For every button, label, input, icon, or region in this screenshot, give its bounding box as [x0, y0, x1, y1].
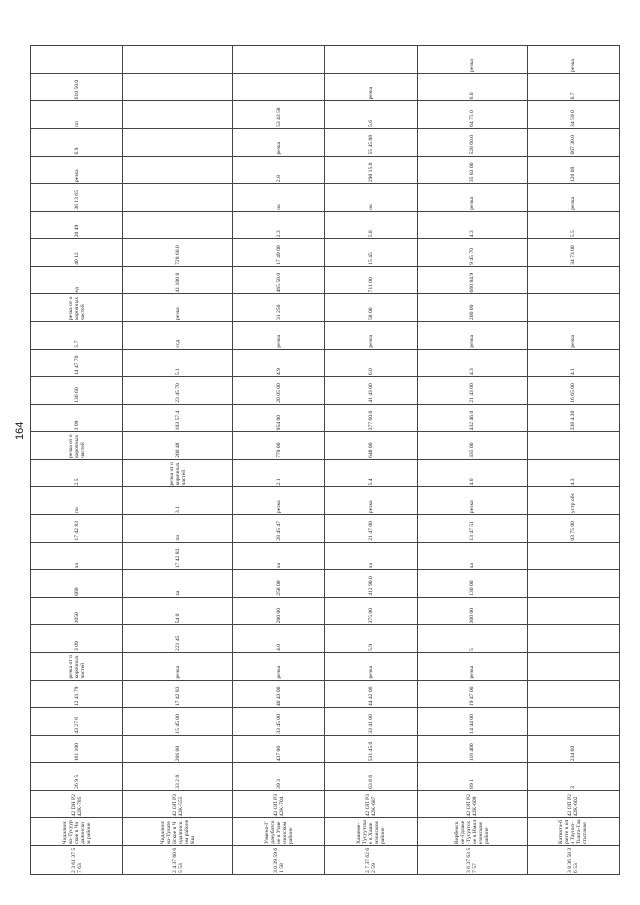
row-name-cell: Катинта-бранте в илз Тауниз-Тыкта-Гаастытанке [527, 818, 619, 846]
table-cell: 5.6 [325, 101, 417, 129]
table-cell: 770 00 [233, 432, 325, 460]
table-cell: резка от окорочных частей [123, 459, 233, 487]
table-cell [325, 46, 417, 74]
table-cell: 58 00 [325, 294, 417, 322]
table-cell: 15 45 [325, 239, 417, 267]
table-cell: 21 47 00 [325, 515, 417, 543]
table-cell: 118 400 [417, 735, 527, 763]
table-row [325, 46, 417, 875]
table-cell: резка от окорочных частей [31, 652, 123, 680]
table-cell: 63 8 6 [325, 763, 417, 791]
table-cell: 2.3 [233, 211, 325, 239]
table-cell: 19 47 00 [417, 680, 527, 708]
table-cell: резка [233, 487, 325, 515]
row-name-cell: Чидалинско-Тулатейское в Чидалинском районе Кш [123, 818, 233, 846]
table-cell: 660 84.9 [417, 266, 527, 294]
table-cell: 2.1 [233, 459, 325, 487]
table-cell: 35 83 00 [417, 156, 527, 184]
table-cell [527, 570, 619, 598]
table-cell: 4.3 [417, 349, 527, 377]
table-cell [527, 597, 619, 625]
table-cell: 5.9 [325, 625, 417, 653]
table-cell [527, 432, 619, 460]
row-code-cell: 42 ОП P3 42K-704 [233, 790, 325, 818]
table-cell: 17 49 00 [233, 239, 325, 267]
table-cell: ха [123, 570, 233, 598]
table-cell [527, 625, 619, 653]
table-cell: 33 45 00 [233, 708, 325, 736]
table-cell [527, 542, 619, 570]
table-cell [123, 184, 233, 212]
table-cell: 610 50.0 [31, 73, 123, 101]
table-cell: 21 43 00 [417, 377, 527, 405]
table-cell: 5.1 [123, 349, 233, 377]
table-cell: резка [325, 322, 417, 350]
table-cell: 23 45 70 [123, 377, 233, 405]
table-cell: по [31, 487, 123, 515]
row-name-cell: Вирбекское-Гдлаке-Тусуатское в Имилезонском районе [417, 818, 527, 846]
table-cell: резка [325, 652, 417, 680]
table-cell: 432 46.0 [417, 404, 527, 432]
table-cell: 377 60.0 [325, 404, 417, 432]
table-cell: 130 00 [417, 570, 527, 598]
table-cell: 120 00 [527, 156, 619, 184]
row-code-cell: 42 ОП P2 42K-609 [417, 790, 527, 818]
table-cell: пп [31, 101, 123, 129]
table-cell: 5.7 [31, 322, 123, 350]
table-cell: 300 00 [417, 597, 527, 625]
table-cell: 40 12 [31, 239, 123, 267]
table-cell: резка от окорочных частей [31, 294, 123, 322]
table-cell: 54 0 [123, 597, 233, 625]
table-cell: 200 48 [123, 432, 233, 460]
table-cell: 14 47 70 [31, 349, 123, 377]
table-cell [123, 101, 233, 129]
table-cell: 5.8 [325, 211, 417, 239]
table-cell: 4.3 [527, 459, 619, 487]
table-cell: 17 42 83 [123, 680, 233, 708]
table-cell: 28 45 47 [233, 515, 325, 543]
table-cell: 728 60.0 [123, 239, 233, 267]
table-cell: резка [233, 652, 325, 680]
table-cell: 266 00 [123, 735, 233, 763]
table-cell: 531 45.0 [325, 735, 417, 763]
row-numbers-cell: 2 3 61 37 57 63 [31, 846, 123, 875]
table-cell: 3 [527, 763, 619, 791]
table-cell: 660 [31, 570, 123, 598]
table-cell: 43 27 6 [31, 708, 123, 736]
table-cell: 6.0 [417, 73, 527, 101]
table-cell [527, 266, 619, 294]
table-cell: 290 15.0 [325, 156, 417, 184]
table-cell: по [123, 515, 233, 543]
table-cell: резка [527, 184, 619, 212]
table-row [123, 46, 233, 875]
table-row [233, 46, 325, 875]
table-cell: 17 42 83 [31, 515, 123, 543]
table-cell: 53 43 58 [233, 101, 325, 129]
table-cell: 2.8 [233, 156, 325, 184]
table-cell: ха [233, 542, 325, 570]
table-cell: 41 100 8 [123, 266, 233, 294]
table-cell: 136 60 [31, 377, 123, 405]
table-cell: 33 2 8 [123, 763, 233, 791]
table-cell: 648 00 [325, 432, 417, 460]
table-cell: ок [233, 184, 325, 212]
table-cell: 161 100 [31, 735, 123, 763]
table-cell: 280 00 [233, 597, 325, 625]
row-code-cell: 42 DH P2 42K-785 [31, 790, 123, 818]
table-row [527, 46, 619, 875]
row-name-cell: Хашеме-Тусуутское в Хашемзонском районе [325, 818, 417, 846]
table-cell: резка [417, 184, 527, 212]
table-cell: 03 75 00 [527, 515, 619, 543]
page-number: 164 [14, 421, 26, 440]
table-cell: 14 44 00 [417, 708, 527, 736]
row-numbers-cell: 3 8 36 58 36 53 [527, 846, 619, 875]
table-cell [123, 46, 233, 74]
table-cell: ед [31, 266, 123, 294]
table-cell: 36 13 65 [31, 184, 123, 212]
table-cell: 6.9 [31, 128, 123, 156]
table-cell: резка [417, 652, 527, 680]
table-cell: резка [233, 128, 325, 156]
row-name-cell: Чидалинско-Тусуурское в Чидалинском районе [31, 818, 123, 846]
table-cell: резка [123, 294, 233, 322]
table-cell: ссд [123, 322, 233, 350]
table-cell: 33 41 00 [325, 708, 417, 736]
table-cell: 55 45 88 [325, 128, 417, 156]
table-cell [527, 680, 619, 708]
row-code-cell: 42 ОП P3 42K-555 [123, 790, 233, 818]
table-cell: 221 45 [123, 625, 233, 653]
row-name-cell: Узмено-Гдлеубатское в Узмензонском районе [233, 818, 325, 846]
table-cell: 41 43 00 [325, 377, 417, 405]
table-cell: 13 47 51 [417, 515, 527, 543]
table-cell: 6.0 [325, 349, 417, 377]
table-cell: 667 30.0 [527, 128, 619, 156]
table-cell: резка [527, 46, 619, 74]
table-cell: 17 42 83 [123, 542, 233, 570]
table-cell: 20 49 [31, 211, 123, 239]
table-cell: 437 00 [233, 735, 325, 763]
table-cell: 5 [417, 625, 527, 653]
table-cell: 39 3 [233, 763, 325, 791]
table-cell: 40 43 00 [233, 680, 325, 708]
table-cell: 103 57.4 [123, 404, 233, 432]
table-cell: резка [31, 156, 123, 184]
table-cell: 15 45 00 [123, 708, 233, 736]
table-cell: устр обс [527, 487, 619, 515]
table-cell: 6.7 [527, 73, 619, 101]
table-cell: 34 59 0 [527, 101, 619, 129]
table-cell: 4.3 [417, 211, 527, 239]
table-cell [233, 73, 325, 101]
table-cell: 3.1 [123, 487, 233, 515]
table-cell: ха [417, 542, 527, 570]
table-cell [123, 128, 233, 156]
row-code-cell: 42 ОП P3 42K-687 [325, 790, 417, 818]
table-cell: 44 42 00 [325, 680, 417, 708]
table-cell: 4.0 [233, 625, 325, 653]
table-cell: ха [325, 542, 417, 570]
table-cell: 20 05 00 [233, 377, 325, 405]
rotated-table-wrapper [30, 45, 620, 875]
table-cell [123, 156, 233, 184]
table-cell: 31 250 [233, 294, 325, 322]
table-cell: 258 00 [233, 570, 325, 598]
table-cell: 465 50.0 [233, 266, 325, 294]
table-cell [123, 73, 233, 101]
table-cell: резка [417, 322, 527, 350]
row-code-cell: 42 ОП P2 42K-602 [527, 790, 619, 818]
table-cell: резка [417, 46, 527, 74]
row-numbers-cell: 2 4 37 60 65 53 [123, 846, 233, 875]
table-cell: 528 60.0 [417, 128, 527, 156]
table-cell: 3 09 [31, 625, 123, 653]
table-cell [527, 294, 619, 322]
table-cell: 375 00 [325, 597, 417, 625]
table-cell: резка [527, 322, 619, 350]
table-cell [233, 46, 325, 74]
table-cell: 9 45 70 [417, 239, 527, 267]
table-cell: 335 00 [417, 432, 527, 460]
table-cell: резка [325, 487, 417, 515]
table-cell: ок [325, 184, 417, 212]
table-cell: 954 00 [233, 404, 325, 432]
row-numbers-cell: 3 6 37 63 57 57 [417, 846, 527, 875]
table-cell: резка [325, 73, 417, 101]
table-cell [527, 708, 619, 736]
table-cell [527, 652, 619, 680]
table-cell: 34 73 00 [527, 239, 619, 267]
table-row [31, 46, 123, 875]
table-cell: резка [417, 487, 527, 515]
table-cell [123, 211, 233, 239]
table-cell: 412 90.0 [325, 570, 417, 598]
table-cell: 5.4 [325, 459, 417, 487]
row-numbers-cell: 3 0 39 59 61 58 [233, 846, 325, 875]
table-row [417, 46, 527, 875]
table-cell: резка [123, 652, 233, 680]
data-table [30, 45, 620, 875]
table-cell: 1050 [31, 597, 123, 625]
table-cell: 16 65 00 [527, 377, 619, 405]
table-cell: 234 60 [527, 735, 619, 763]
table-cell: 4.0 [417, 459, 527, 487]
table-cell: 200 00 [417, 294, 527, 322]
table-cell: 4.9 [233, 349, 325, 377]
table-cell: 3 09 [31, 404, 123, 432]
table-cell: 338 4.30 [527, 404, 619, 432]
table-cell: 12 41 79 [31, 680, 123, 708]
table-cell: резка [233, 322, 325, 350]
table-cell [31, 46, 123, 74]
table-cell: 26 9 5 [31, 763, 123, 791]
table-cell: 5.5 [527, 211, 619, 239]
table-cell: 89 1 [417, 763, 527, 791]
table-cell: ха [31, 542, 123, 570]
table-cell: 64 75 0 [417, 101, 527, 129]
table-cell: 4.1 [527, 349, 619, 377]
table-body [31, 46, 620, 875]
table-cell: 711 00 [325, 266, 417, 294]
row-numbers-cell: 2 7 37 62 62 59 [325, 846, 417, 875]
table-cell: резка от окорочных частей [31, 432, 123, 460]
table-cell: 2.5 [31, 459, 123, 487]
